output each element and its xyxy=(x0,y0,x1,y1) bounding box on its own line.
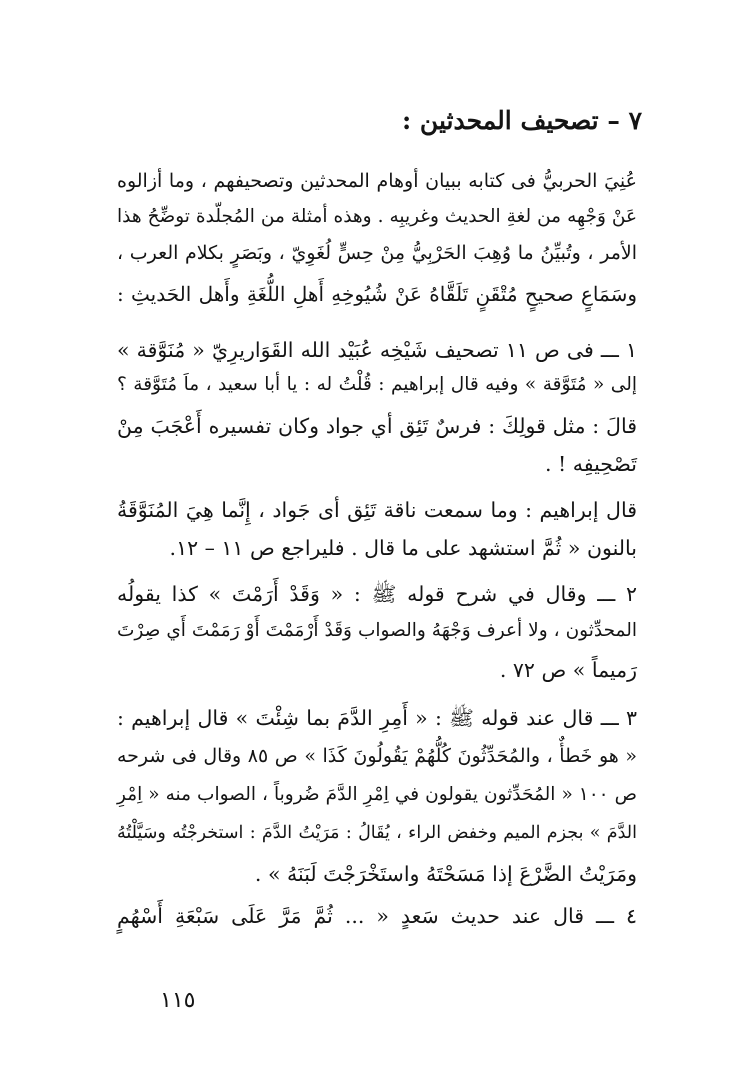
paragraph-line: ١ ـــ فى ص ١١ تصحيف شَيْخِه عُبَيْد الله القَوَاريرِيّ « مُنَوَّقة » xyxy=(117,338,637,362)
paragraph-line: إلى « مُتَوَّقة » وفيه قال إبراهيم : قُلْتُ له : يا أبا سعيد ، ماَ مُتَوَّقة ؟ xyxy=(117,374,637,395)
paragraph-line: الدَّمَ » بجزم الميم وخفض الراء ، يُقَالُ : مَرَيْتُ الدَّمَ : استخرجْتُه وسَيَّلْتُهُ xyxy=(117,823,637,843)
paragraph-line: « هو خَطأٌ ، والمُحَدِّثُونَ كُلُّهُمْ يَقُولُونَ كَذَا » ص ٨٥ وقال فى شرحه xyxy=(117,745,637,767)
paragraph-line: الأمر ، وتُبيِّنُ ما وُهِبَ الحَرْبِيُّ مِنْ حِسٍّ لُغَوِيّ ، وبَصَرٍ بكلام العرب ، xyxy=(117,242,637,264)
page-number: ١١٥ xyxy=(160,988,196,1013)
paragraph-line: ٣ ـــ قال عند قوله ﷺ : « أَمِرِ الدَّمَ بما شِئْتَ » قال إبراهيم : xyxy=(117,706,637,730)
section-heading: ٧ – تصحيف المحدثين : xyxy=(402,106,642,135)
paragraph-line: تَصْحِيفِه ! . xyxy=(544,452,637,476)
paragraph-line: عُنِيَ الحربيُّ فى كتابه ببيان أوهام المحدثين وتصحيفهم ، وما أزالوه xyxy=(117,170,637,192)
paragraph-line: رَميماً » ص ٧٢ . xyxy=(499,658,637,682)
paragraph-line: ٢ ـــ وقال في شرح قوله ﷺ : « وَقَدْ أَرَمْتَ » كذا يقولُه xyxy=(117,582,637,606)
paragraph-line: قالَ : مثل قولِكَ : فرسٌ تَئِق أي جواد وكان تفسيره أَعْجَبَ مِنْ xyxy=(117,414,637,438)
paragraph-line: بالنون « ثُمَّ استشهد على ما قال . فليراجع ص ١١ – ١٢. xyxy=(169,536,637,560)
paragraph-line: ومَرَيْتُ الضَّرْعَ إذا مَسَحْتَهُ واستَخْرَجْتَ لَبَنَهُ » . xyxy=(254,862,637,886)
paragraph-line: وسَمَاعٍ صحيحٍ مُتْقَنٍ تَلَقَّاهُ عَنْ شُيُوخِهِ أَهلِ اللُّغَةِ وأَهل الحَديثِ : xyxy=(117,282,637,306)
paragraph-line: ٤ ـــ قال عند حديث سَعدٍ « ... ثُمَّ مَرَّ عَلَى سَبْعَةِ أَسْهُمٍ xyxy=(117,904,637,928)
paragraph-line: المحدِّثون ، ولا أعرف وَجْهَهُ والصواب وَقَدْ أَرْمَمْتَ أَوْ رَمَمْتَ أَي صِرْتَ xyxy=(117,620,637,641)
paragraph-line: قال إبراهيم : وما سمعت ناقة تَئِق أى جَواد ، إِنَّما هِيَ المُنَوَّقَةُ xyxy=(117,498,637,522)
paragraph-line: عَنْ وَجْهِه من لغةِ الحديث وغريبِه . وهذه أمثلة من المُجلّدة توضِّحُ هذا xyxy=(117,206,637,227)
paragraph-line: ص ١٠٠ « المُحَدِّثون يقولون في اِمْرِ الدَّمَ ضُروباً ، الصواب منه « اِمْرِ xyxy=(117,784,637,805)
